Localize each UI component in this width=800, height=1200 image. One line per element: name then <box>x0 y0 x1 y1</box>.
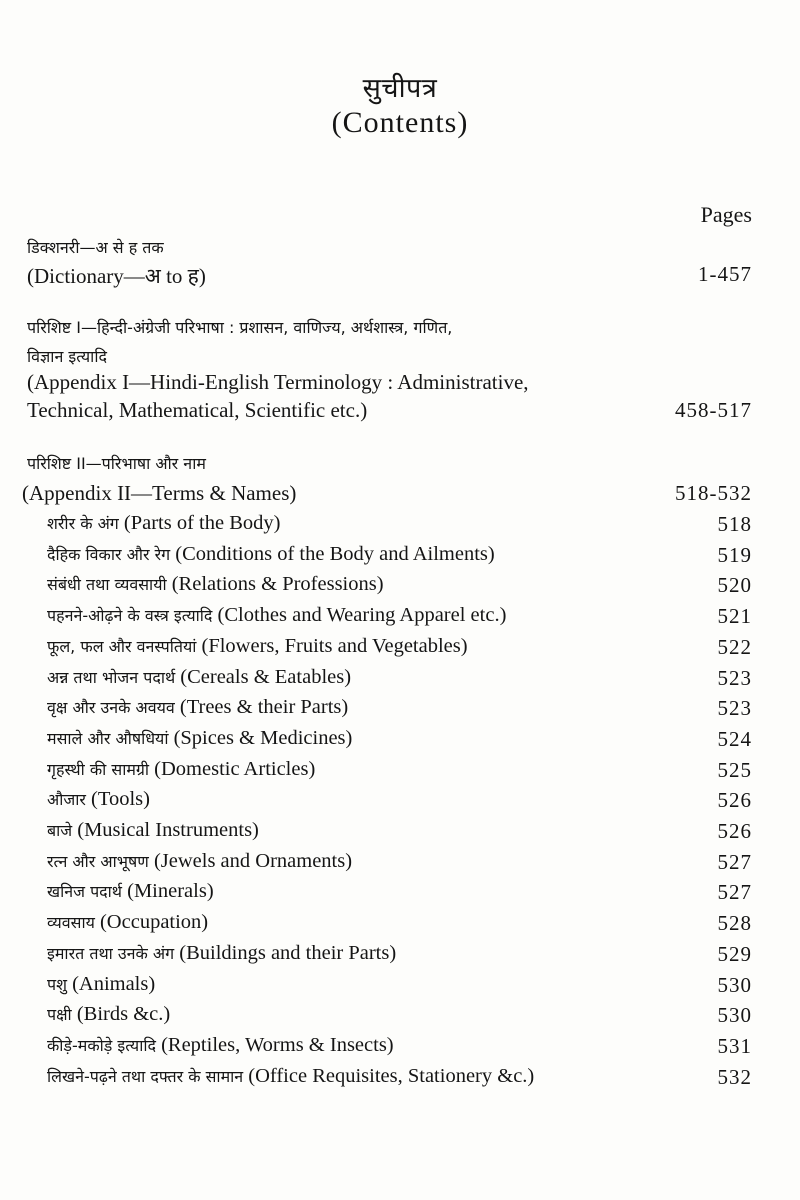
list-item <box>47 973 155 996</box>
entry-english: (Birds &c.) <box>76 1003 171 1025</box>
list-item <box>47 911 208 934</box>
entry-page: 526 <box>717 788 752 812</box>
entry-page: 529 <box>717 942 752 966</box>
entry-english: (Musical Instruments) <box>77 819 259 841</box>
list-item <box>47 635 468 658</box>
entry-english: (Occupation) <box>99 911 209 933</box>
list-item <box>47 696 348 719</box>
entry-page: 520 <box>717 573 752 597</box>
entry-english: (Tools) <box>91 788 150 810</box>
entry-english: (Relations & Professions) <box>171 573 384 595</box>
entry-hindi: खनिज पदार्थ <box>47 882 123 901</box>
list-item <box>47 727 352 750</box>
appendix1-english-line2: Technical, Mathematical, Scientific etc.) <box>27 398 368 422</box>
entry-hindi: औजार <box>47 790 86 809</box>
pages-column-header: Pages <box>700 202 752 227</box>
entry-page: 525 <box>717 758 752 782</box>
entry-english: (Domestic Articles) <box>154 758 316 780</box>
entry-hindi: रत्न और आभूषण <box>47 852 149 871</box>
entry-hindi: इमारत तथा उनके अंग <box>47 944 175 963</box>
entry-english: (Office Requisites, Stationery &c.) <box>248 1065 535 1087</box>
list-item <box>47 1065 534 1088</box>
list-item <box>47 573 384 596</box>
entry-hindi: कीड़े-मकोड़े इत्यादि <box>47 1036 156 1055</box>
entry-english: (Flowers, Fruits and Vegetables) <box>201 635 468 657</box>
entry-english: (Reptiles, Worms & Insects) <box>161 1034 394 1056</box>
entry-page: 523 <box>717 696 752 720</box>
appendix2-pages: 518-532 <box>675 481 752 505</box>
entry-hindi: गृहस्थी की सामग्री <box>47 760 150 779</box>
entry-page: 530 <box>717 973 752 997</box>
list-item <box>47 819 259 842</box>
appendix2-english: (Appendix II—Terms & Names) <box>22 481 297 505</box>
entry-page: 526 <box>717 819 752 843</box>
dictionary-hindi: डिक्शनरी—अ से ह तक <box>27 238 164 257</box>
list-item <box>47 604 506 627</box>
list-item <box>47 942 396 965</box>
entry-page: 522 <box>717 635 752 659</box>
entry-page: 523 <box>717 666 752 690</box>
entry-english: (Conditions of the Body and Ailments) <box>175 543 495 565</box>
page-title-english: (Contents) <box>331 106 469 139</box>
list-item <box>47 850 352 873</box>
entry-english: (Trees & their Parts) <box>179 696 349 718</box>
entry-hindi: मसाले और औषधियां <box>47 729 169 748</box>
entry-hindi: पहनने-ओढ़ने के वस्त्र इत्यादि <box>47 606 213 625</box>
appendix1-english-line1: (Appendix I—Hindi-English Terminology : Administrative, <box>27 370 529 394</box>
entry-english: (Jewels and Ornaments) <box>153 850 353 872</box>
dictionary-english: (Dictionary—अ to ह) <box>27 264 206 288</box>
entry-hindi: संबंधी तथा व्यवसायी <box>47 575 167 594</box>
entry-english: (Spices & Medicines) <box>173 727 353 749</box>
entry-hindi: अन्न तथा भोजन पदार्थ <box>47 668 176 687</box>
entry-hindi: फूल, फल और वनस्पतियां <box>47 637 197 656</box>
appendix2-hindi: परिशिष्ट II—परिभाषा और नाम <box>27 454 206 473</box>
entry-page: 527 <box>717 850 752 874</box>
entry-page: 528 <box>717 911 752 935</box>
entry-page: 527 <box>717 880 752 904</box>
entry-page: 521 <box>717 604 752 628</box>
list-item <box>47 788 150 811</box>
entry-hindi: वृक्ष और उनके अवयव <box>47 698 175 717</box>
list-item <box>47 512 280 535</box>
page-title-hindi: सुचीपत्र <box>362 73 438 104</box>
entry-english: (Clothes and Wearing Apparel etc.) <box>217 604 507 626</box>
list-item <box>47 1003 170 1026</box>
entry-hindi: व्यवसाय <box>47 913 95 932</box>
entry-hindi: बाजे <box>47 821 73 840</box>
appendix1-pages: 458-517 <box>675 398 752 422</box>
list-item <box>47 543 495 566</box>
entry-page: 524 <box>717 727 752 751</box>
list-item <box>47 1034 394 1057</box>
appendix1-hindi-line2: विज्ञान इत्यादि <box>27 347 107 366</box>
entry-hindi: शरीर के अंग <box>47 514 119 533</box>
entry-hindi: दैहिक विकार और रेग <box>47 545 171 564</box>
entry-page: 531 <box>717 1034 752 1058</box>
dictionary-english-line <box>27 262 206 290</box>
entry-hindi: पशु <box>47 975 67 994</box>
entry-page: 532 <box>717 1065 752 1089</box>
entry-page: 530 <box>717 1003 752 1027</box>
entry-english: (Parts of the Body) <box>123 512 281 534</box>
entry-hindi: लिखने-पढ़ने तथा दफ्तर के सामान <box>47 1067 244 1086</box>
entry-page: 519 <box>717 543 752 567</box>
list-item <box>47 880 214 903</box>
appendix1-hindi-line1: परिशिष्ट I—हिन्दी-अंग्रेजी परिभाषा : प्रशासन, वाणिज्य, अर्थशास्त्र, गणित, <box>27 318 453 337</box>
entry-english: (Minerals) <box>127 880 214 902</box>
entry-english: (Cereals & Eatables) <box>180 666 352 688</box>
entry-page: 518 <box>717 512 752 536</box>
entry-english: (Buildings and their Parts) <box>179 942 397 964</box>
list-item <box>47 666 351 689</box>
entry-english: (Animals) <box>72 973 156 995</box>
list-item <box>47 758 315 781</box>
dictionary-pages: 1-457 <box>698 262 752 286</box>
entry-hindi: पक्षी <box>47 1005 72 1024</box>
